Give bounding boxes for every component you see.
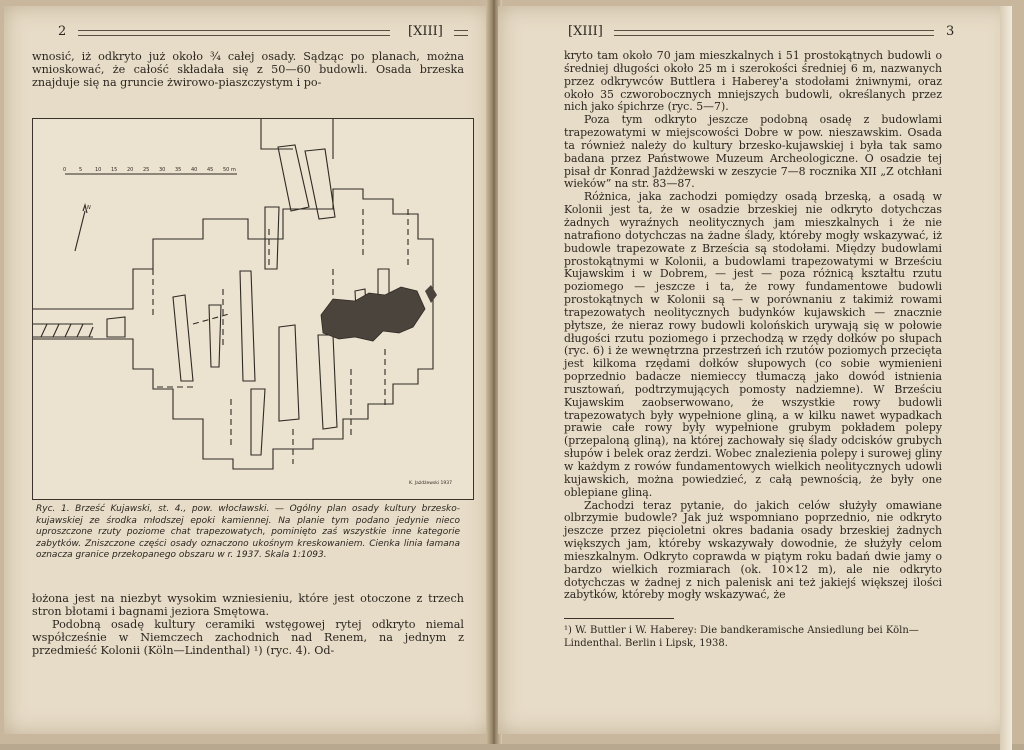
footnote: ¹) W. Buttler i W. Haberey: Die bandkeramische Ansiedlung bei Köln—Lindenthal. Berlin i Lipsk, 1938. (564, 625, 919, 649)
right-running-head (568, 22, 958, 42)
scale-label-20: 20 (127, 167, 134, 173)
right-page-number: 3 (946, 24, 955, 39)
scale-label-50m: 50 m (223, 167, 236, 173)
scale-label-5: 5 (79, 167, 83, 173)
left-text-top: wnosić, iż odkryto już około ¾ całej osady. Sądząc po planach, można wnioskować, że całość składała się z 50—60 budowli. Osada brzeska znajduje się na gruncie żwirowo-piaszczystym i po- (32, 50, 464, 90)
left-text-bottom: łożona jest na niezbyt wysokim wzniesieniu, które jest otoczone z trzech stron błotami i bagnami jeziora Smętowa. Podobną osadę kultury ceramiki wstęgowej rytej odkryto niemal współcześnie w Niemczech zachodnich nad Renem, na jednym z przedmieść Kolonii (Köln—Lindenthal) ¹) (ryc. 4). Od- (32, 592, 464, 658)
footnote-separator (564, 618, 674, 619)
left-page (4, 6, 490, 734)
settlement-plan-figure (32, 118, 474, 500)
scale-label-30: 30 (159, 167, 166, 173)
scale-label-15: 15 (111, 167, 118, 173)
header-rule (614, 30, 934, 36)
header-rule (78, 30, 390, 36)
right-running-title: [XIII] (568, 24, 603, 39)
settlement-plan-drawing (33, 119, 473, 499)
plan-signature: K. Jażdżewski 1937 (409, 481, 453, 486)
right-body-text: kryto tam około 70 jam mieszkalnych i 51 prostokątnych budowli o średniej długości około 25 m i szerokości średniej 6 m, nazwanych przez odkrywców Buttlera i Haberey'a stodołami żniwnymi, oraz około 35 czworobocznych mniejszych budowli, określanych przez nich jako śpichrze (ryc. 5—7). Poza tym odkryto jeszcze podobną osadę z budowlami trapezowatymi w miejscowości Dobre w pow. nieszawskim. Osada ta również należy do kultury brzesko-kujawskiej i była tak samo badana przez Państwowe Muzeum Archeologiczne. O osadzie tej pisał dr Konrad Jażdżewski w zeszycie 7—8 rocznika XII „Z otchłani wieków” na str. 83—87. Różnica, jaka zachodzi pomiędzy osadą brzeską, a osadą w Kolonii jest ta, że w osadzie brzeskiej nie odkryto dotychczas żadnych wyraźnych neolitycznych jam mieszkalnych i że nie natrafiono dotychczas na żadne ślady, któreby mogły wskazywać, iż budowle trapezowate z Brześcia są stodołami. Między budowlami prostokątnymi w Kolonii, a budowlami trapezowatymi w Brześciu Kujawskim i w Dobrem, — jest — poza różnicą kształtu rzutu poziomego — jeszcze i ta, że rowy fundamentowe budowli prostokątnych w Kolonii są — w porównaniu z takimiż rowami trapezowatych neolitycznych budynków kujawskich — znacznie płytsze, że nieraz rowy budowli kolońskich urywają się w połowie długości rzutu poziomego i przechodzą w rzędy dołków po słupach (ryc. 6) i że wewnętrzna przestrzeń ich rzutów poziomych przecięta jest kilkoma rzędami dołków słupowych (co sobie wymienieni poprzednio badacze niemieccy tłumaczą jako dowód istnienia rusztowań, podtrzymujących pomosty nadziemne). W Brześciu Kujawskim zaobserwowano, że wszystkie rowy budowli trapezowatych były wypełnione gliną, a w kilku nawet wypadkach prawie całe rowy były wypełnione grubym pokładem polepy (przepaloną gliną), na której zachowały się ślady odcisków grubych słupów i belek oraz żerdzi. Wobec znalezienia polepy i surowej gliny w każdym z rowów fundamentowych wielkich neolitycznych udowli kujawskich, można powiedzieć, z całą pewnością, że były one oblepiane gliną. Zachodzi teraz pytanie, do jakich celów służyły omawiane olbrzymie budowle? Jak już wspomniano poprzednio, nie odkryto jeszcze przez pięcioletni okres badania osady brzeskiej żadnych większych jam, któreby wskazywały dowodnie, że służyły celom mieszkalnym. Odkryto coprawda w piątym roku badań dwie jamy o bardzo wielkich rozmiarach (ok. 10×12 m), ale nie odkryto dotychczas w żadnej z nich palenisk ani też jakiejś większej ilości zabytków, któreby mogły wskazywać, że (564, 49, 942, 602)
scale-label-40: 40 (191, 167, 198, 173)
scale-label-35: 35 (175, 167, 182, 173)
scale-label-10: 10 (95, 167, 102, 173)
left-page-number: 2 (58, 24, 67, 39)
header-rule (454, 30, 468, 36)
left-running-head (58, 22, 468, 42)
north-label: N (87, 205, 91, 211)
scale-label-25: 25 (143, 167, 150, 173)
left-running-title: [XIII] (408, 24, 443, 39)
right-page (498, 6, 1012, 734)
figure-caption: Ryc. 1. Brześć Kujawski, st. 4., pow. włocławski. — Ogólny plan osady kultury brzesko-kujawskiej ze środka młodszej epoki kamiennej. Na planie tym podano jedynie nieco uproszczone rzuty poziome chat trapezowatych, pominięto zaś wszystkie inne kategorie zabytków. Zniszczone części osady oznaczono ukośnym kreskowaniem. Cienka linia łamana oznacza granice przekopanego obszaru w r. 1937. Skala 1:1093. (36, 504, 460, 561)
scale-label-45: 45 (207, 167, 214, 173)
page-edge (1000, 6, 1012, 750)
scale-label-0: 0 (63, 167, 67, 173)
